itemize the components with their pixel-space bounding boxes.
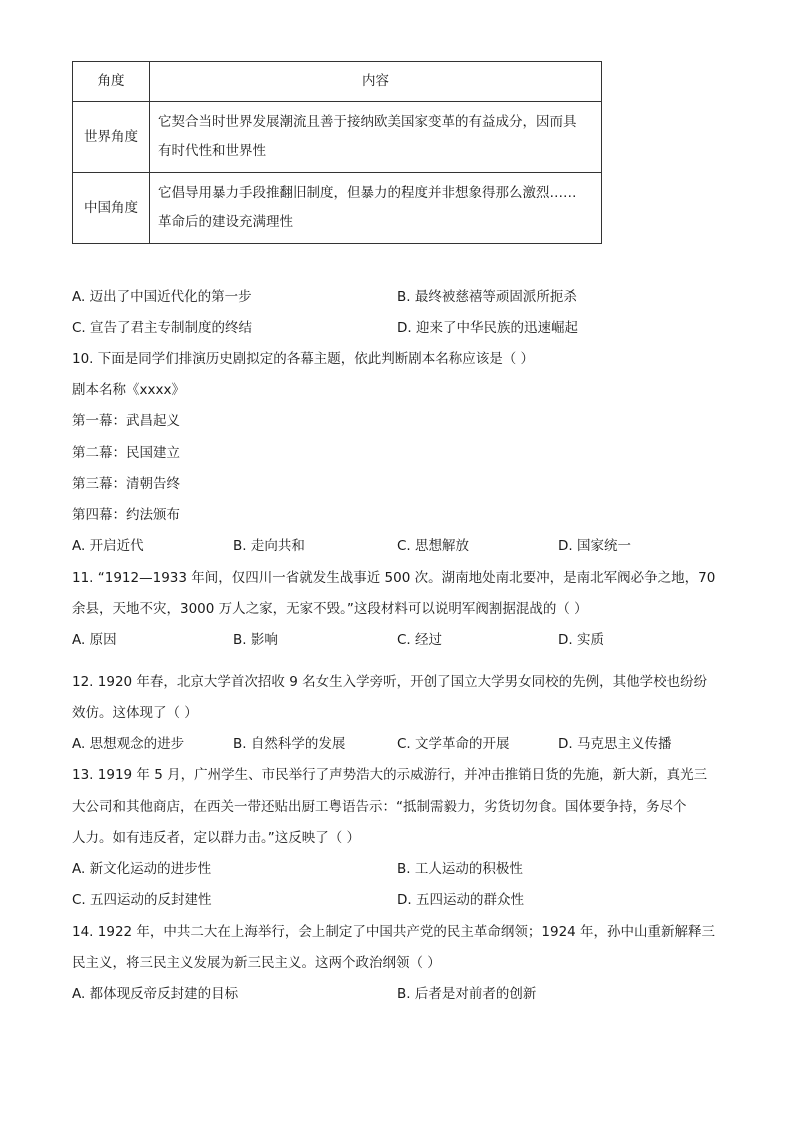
q10-option-b[interactable]: B. 走向共和 [233,538,305,554]
table-row [73,102,602,173]
q11-option-a[interactable]: A. 原因 [72,632,117,648]
table-row-label: 世界角度 [73,102,150,173]
table-row-line: 有时代性和世界性 [158,143,266,159]
q14-option-a[interactable]: A. 都体现反帝反封建的目标 [72,986,239,1002]
q13-option-b[interactable]: B. 工人运动的积极性 [397,861,523,877]
q12-option-c[interactable]: C. 文学革命的开展 [397,736,510,752]
q11-option-b[interactable]: B. 影响 [233,632,278,648]
q9-option-b[interactable]: B. 最终被慈禧等顽固派所扼杀 [397,289,577,305]
table-header-content: 内容 [150,62,602,102]
q13-stem-line-1: 13. 1919 年 5 月，广州学生、市民举行了声势浩大的示威游行，并冲击推销日货的先施，新大新，真光三 [72,767,708,783]
table-header-row [73,62,602,102]
q13-stem-line-3: 人力。如有违反者，定以群力击。”这反映了（ ） [72,830,361,846]
q10-act-3: 第三幕：清朝告终 [72,476,180,492]
q14-stem-line-1: 14. 1922 年，中共二大在上海举行，会上制定了中国共产党的民主革命纲领；1924 年，孙中山重新解释三 [72,924,716,940]
q12-option-a[interactable]: A. 思想观念的进步 [72,736,185,752]
q13-stem-line-2: 大公司和其他商店，在西关一带还贴出厨工粤语告示：“抵制需毅力，劣货切勿食。国体要争持，务尽个 [72,799,687,815]
q10-option-a[interactable]: A. 开启近代 [72,538,144,554]
q14-option-b[interactable]: B. 后者是对前者的创新 [397,986,537,1002]
q14-stem-line-2: 民主义，将三民主义发展为新三民主义。这两个政治纲领（ ） [72,955,441,971]
q10-option-d[interactable]: D. 国家统一 [558,538,631,554]
comparison-table [72,61,602,244]
q9-option-d[interactable]: D. 迎来了中华民族的迅速崛起 [397,320,578,336]
table-row-line: 它倡导用暴力手段推翻旧制度，但暴力的程度并非想象得那么激烈…… [158,185,577,201]
table-row-line: 革命后的建设充满理性 [158,214,293,230]
q12-option-d[interactable]: D. 马克思主义传播 [558,736,672,752]
q12-stem-line-2: 效仿。这体现了（ ） [72,705,198,721]
q13-option-a[interactable]: A. 新文化运动的进步性 [72,861,212,877]
q13-option-c[interactable]: C. 五四运动的反封建性 [72,892,212,908]
table-row-line: 它契合当时世界发展潮流且善于接纳欧美国家变革的有益成分，因而具 [158,114,577,130]
q10-act-4: 第四幕：约法颁布 [72,507,180,523]
q11-stem-line-1: 11. “1912—1933 年间，仅四川一省就发生战事近 500 次。湖南地处南北要冲，是南北军阀必争之地，70 [72,570,716,586]
q10-option-c[interactable]: C. 思想解放 [397,538,470,554]
q12-stem-line-1: 12. 1920 年春，北京大学首次招收 9 名女生入学旁听，开创了国立大学男女同校的先例，其他学校也纷纷 [72,674,708,690]
q12-option-b[interactable]: B. 自然科学的发展 [233,736,346,752]
q9-option-c[interactable]: C. 宣告了君主专制制度的终结 [72,320,253,336]
q10-script-title: 剧本名称《xxxx》 [72,382,185,398]
table-row [73,173,602,244]
q10-stem: 10. 下面是同学们排演历史剧拟定的各幕主题，依此判断剧本名称应该是（ ） [72,351,535,367]
table-row-content [150,173,602,244]
q10-act-1: 第一幕：武昌起义 [72,413,180,429]
q11-stem-line-2: 余县，天地不灾，3000 万人之家，无家不毁。”这段材料可以说明军阀割据混战的（ ） [72,601,588,617]
table-row-content [150,102,602,173]
q10-act-2: 第二幕：民国建立 [72,445,180,461]
table-row-label: 中国角度 [73,173,150,244]
q11-option-d[interactable]: D. 实质 [558,632,604,648]
q13-option-d[interactable]: D. 五四运动的群众性 [397,892,524,908]
q11-option-c[interactable]: C. 经过 [397,632,443,648]
q9-option-a[interactable]: A. 迈出了中国近代化的第一步 [72,289,252,305]
table-header-angle: 角度 [73,62,150,102]
